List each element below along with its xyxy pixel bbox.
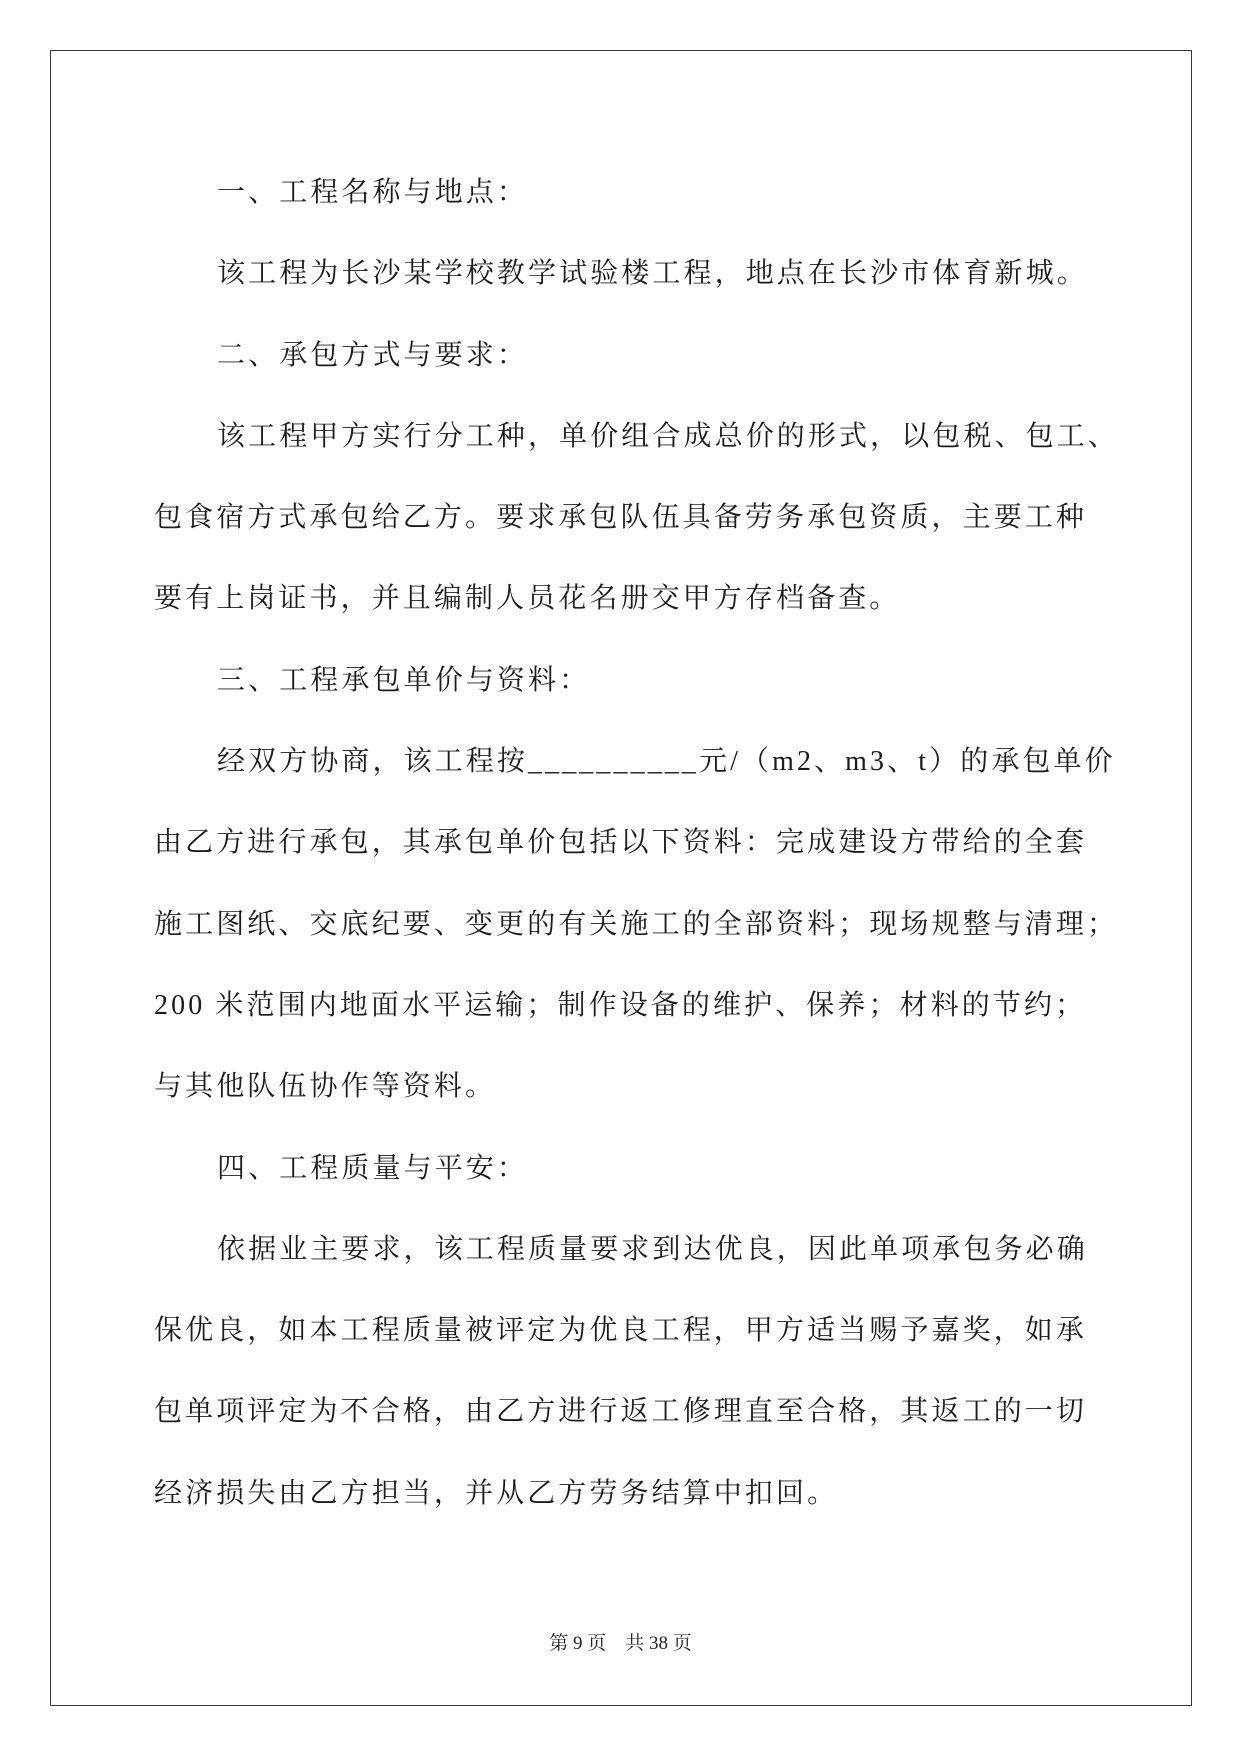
paragraph-line: 施工图纸、交底纪要、变更的有关施工的全部资料；现场规整与清理；: [154, 908, 1119, 940]
section-heading: 三、工程承包单价与资料：: [217, 664, 591, 696]
section-heading: 四、工程质量与平安：: [217, 1152, 529, 1184]
document-body: [154, 152, 1164, 1534]
paragraph-line: 要有上岗证书，并且编制人员花名册交甲方存档备查。: [154, 583, 901, 615]
paragraph-line: 与其他队伍协作等资料。: [154, 1071, 497, 1103]
section-heading: 一、工程名称与地点：: [217, 177, 529, 208]
paragraph-line: 200 米范围内地面水平运输；制作设备的维护、保养；材料的节约；: [154, 989, 1087, 1021]
paragraph-line: 保优良，如本工程质量被评定为优良工程，甲方适当赐予嘉奖，如承: [154, 1315, 1088, 1347]
page-footer: 第 9 页 共 38 页: [549, 1633, 692, 1654]
section-contract-method: [154, 315, 1164, 640]
section-heading: 二、承包方式与要求：: [217, 339, 529, 371]
paragraph-line: 该工程为长沙某学校教学试验楼工程，地点在长沙市体育新城。: [217, 258, 1088, 290]
paragraph-line: 经济损失由乙方担当，并从乙方劳务结算中扣回。: [154, 1477, 839, 1509]
paragraph-line: 包单项评定为不合格，由乙方进行返工修理直至合格，其返工的一切: [154, 1396, 1088, 1428]
paragraph-line: 该工程甲方实行分工种，单价组合成总价的形式，以包税、包工、: [217, 420, 1119, 452]
section-project-name-location: [154, 152, 1164, 315]
paragraph-line: 依据业主要求，该工程质量要求到达优良，因此单项承包务必确: [217, 1233, 1088, 1265]
section-unit-price: [154, 640, 1164, 1128]
section-quality-safety: [154, 1128, 1164, 1534]
paragraph-line: 包食宿方式承包给乙方。要求承包队伍具备劳务承包资质，主要工种: [154, 502, 1088, 534]
paragraph-line: 经双方协商，该工程按__________元/（m2、m3、t）的承包单价: [217, 746, 1116, 778]
paragraph-line: 由乙方进行承包，其承包单价包括以下资料：完成建设方带给的全套: [154, 827, 1088, 859]
